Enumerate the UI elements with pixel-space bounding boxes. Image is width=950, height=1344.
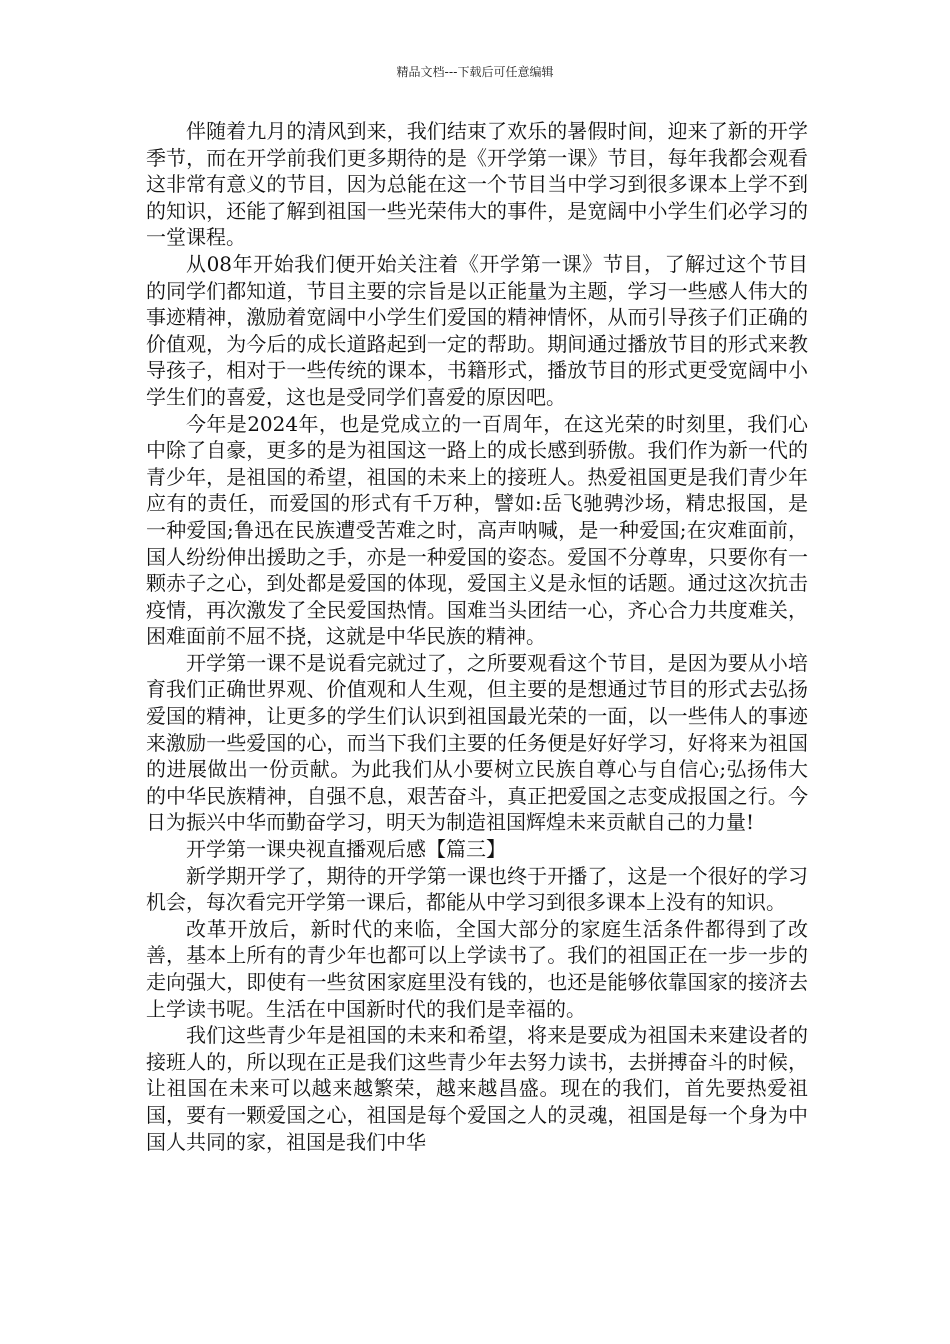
paragraph-6: 改革开放后，新时代的来临，全国大部分的家庭生活条件都得到了改善，基本上所有的青少年也都可以上学读书了。我们的祖国正在一步一步的走向强大，即使有一些贫困家庭里没有钱的，也还是能够依靠国家的接济去上学读书呢。生活在中国新时代的我们是幸福的。	[146, 916, 808, 1021]
paragraph-7: 我们这些青少年是祖国的未来和希望，将来是要成为祖国未来建设者的接班人的，所以现在正是我们这些青少年去努力读书，去拼搏奋斗的时候，让祖国在未来可以越来越繁荣，越来越昌盛。现在的我们，首先要热爱祖国，要有一颗爱国之心，祖国是每个爱国之人的灵魂，祖国是每一个身为中国人共同的家，祖国是我们中华	[146, 1023, 808, 1154]
document-body	[146, 118, 808, 1155]
section-heading: 开学第一课央视直播观后感【篇三】	[186, 837, 506, 862]
paragraph-3: 今年是2024年，也是党成立的一百周年，在这光荣的时刻里，我们心中除了自豪，更多的是为祖国这一路上的成长感到骄傲。我们作为新一代的青少年，是祖国的希望，祖国的未来上的接班人。热爱祖国更是我们青少年应有的责任，而爱国的形式有千万种，譬如:岳飞驰骋沙场，精忠报国，是一种爱国;鲁迅在民族遭受苦难之时，高声呐喊，是一种爱国;在灾难面前，国人纷纷伸出援助之手，亦是一种爱国的姿态。爱国不分尊卑，只要你有一颗赤子之心，到处都是爱国的体现，爱国主义是永恒的话题。通过这次抗击疫情，再次激发了全民爱国热情。国难当头团结一心，齐心合力共度难关，困难面前不屈不挠，这就是中华民族的精神。	[146, 411, 808, 649]
paragraph-5: 新学期开学了，期待的开学第一课也终于开播了，这是一个很好的学习机会，每次看完开学第一课后，都能从中学习到很多课本上没有的知识。	[146, 863, 808, 915]
paragraph-4: 开学第一课不是说看完就过了，之所要观看这个节目，是因为要从小培育我们正确世界观、价值观和人生观，但主要的是想通过节目的形式去弘扬爱国的精神，让更多的学生们认识到祖国最光荣的一面，以一些伟人的事迹来激励一些爱国的心，而当下我们主要的任务便是好好学习，好将来为祖国的进展做出一份贡献。为此我们从小要树立民族自尊心与自信心;弘扬伟大的中华民族精神，自强不息，艰苦奋斗，真正把爱国之志变成报国之行。今日为振兴中华而勤奋学习，明天为制造祖国辉煌未来贡献自己的力量!	[146, 650, 808, 835]
paragraph-1: 伴随着九月的清风到来，我们结束了欢乐的暑假时间，迎来了新的开学季节，而在开学前我们更多期待的是《开学第一课》节目，每年我都会观看这非常有意义的节目，因为总能在这一个节目当中学习到很多课本上学不到的知识，还能了解到祖国一些光荣伟大的事件，是宽阔中小学生们必学习的一堂课程。	[146, 119, 808, 250]
paragraph-2: 从08年开始我们便开始关注着《开学第一课》节目，了解过这个节目的同学们都知道，节目主要的宗旨是以正能量为主题，学习一些感人伟大的事迹精神，激励着宽阔中小学生们爱国的精神情怀，从而引导孩子们正确的价值观，为今后的成长道路起到一定的帮助。期间通过播放节目的形式来教导孩子，相对于一些传统的课本，书籍形式，播放节目的形式更受宽阔中小学生们的喜爱，这也是受同学们喜爱的原因吧。	[146, 251, 808, 409]
page-header: 精品文档---下载后可任意编辑	[396, 65, 554, 79]
